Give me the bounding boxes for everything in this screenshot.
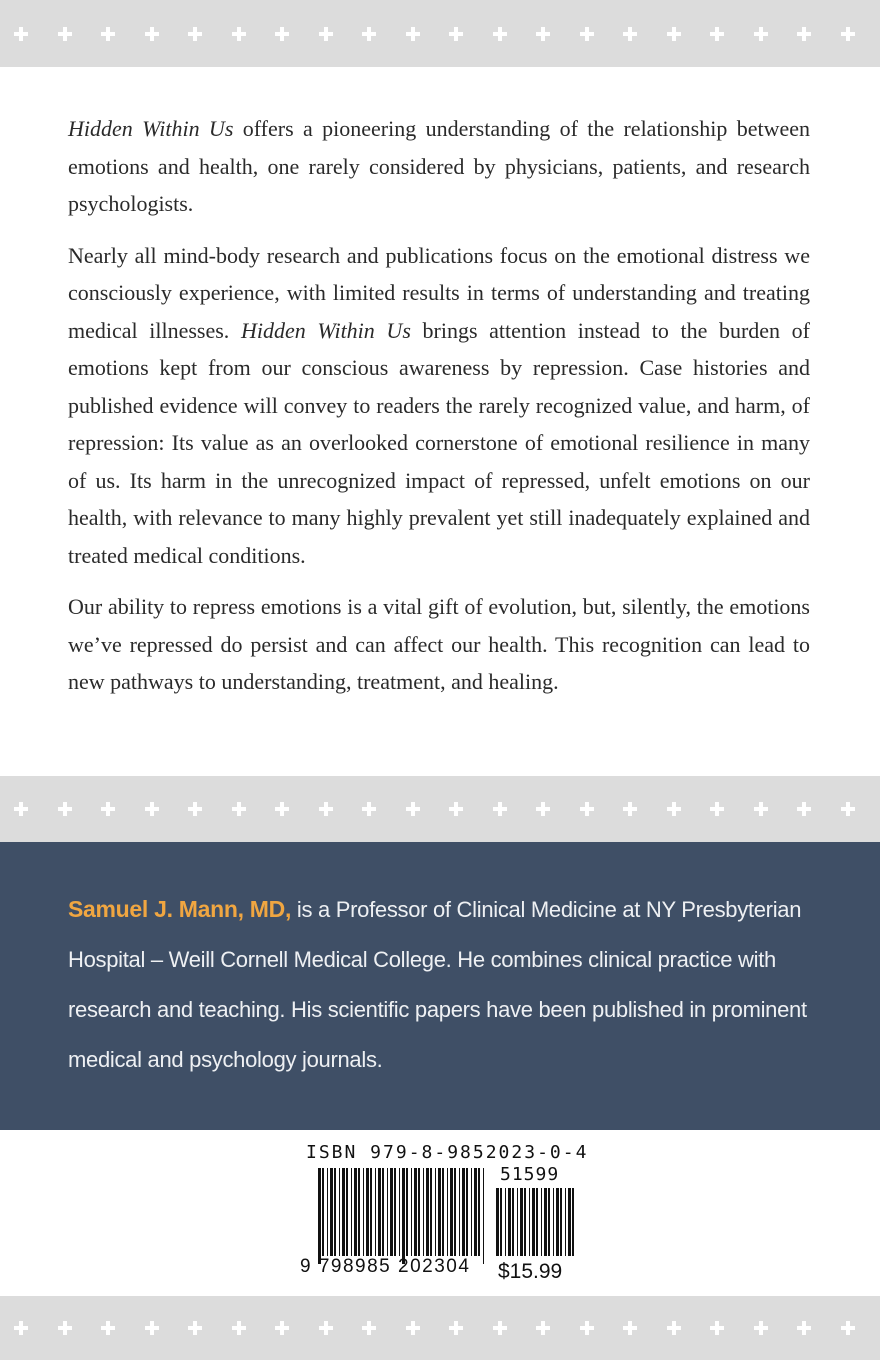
- ean-number: 9 798985 202304: [300, 1256, 471, 1277]
- barcode-bar: [442, 1168, 444, 1256]
- barcode-bar: [560, 1188, 562, 1256]
- plus-cross-icon: [319, 1321, 333, 1335]
- barcode-bar: [402, 1168, 405, 1264]
- barcode-bar: [462, 1168, 465, 1256]
- plus-cross-icon: [58, 27, 72, 41]
- plus-cross-icon: [232, 1321, 246, 1335]
- barcode-bar: [556, 1188, 559, 1256]
- bottom-cross-band: [0, 1296, 880, 1360]
- plus-cross-icon: [797, 802, 811, 816]
- back-cover-blurb: [68, 110, 810, 715]
- plus-cross-icon: [58, 1321, 72, 1335]
- barcode-bar: [478, 1168, 480, 1256]
- author-bio-text: is a Professor of Clinical Medicine at NY Presbyterian Hospital – Weill Cornell Medical College. He combines clinical practice with research and teaching. His scientific papers have been published in prominent medical and psychology journals.: [68, 897, 807, 1072]
- plus-cross-icon: [710, 802, 724, 816]
- barcode-bar: [358, 1168, 360, 1256]
- barcode-bar: [529, 1188, 530, 1256]
- book-title: Hidden Within Us: [240, 317, 411, 343]
- plus-cross-icon: [101, 1321, 115, 1335]
- plus-cross-icon: [188, 1321, 202, 1335]
- plus-cross-icon: [841, 802, 855, 816]
- plus-cross-icon: [58, 802, 72, 816]
- barcode-bar: [536, 1188, 538, 1256]
- plus-cross-icon: [232, 802, 246, 816]
- book-title: Hidden Within Us: [68, 116, 234, 141]
- blurb-text: offers a pioneering understanding of the relationship between emotions and health, one rarely considered by physicians, patients, and research psychologists.: [68, 116, 810, 216]
- barcode-bar: [572, 1188, 574, 1256]
- barcode-bar: [426, 1168, 429, 1256]
- barcode-bar: [339, 1168, 340, 1256]
- barcode-bar: [387, 1168, 388, 1256]
- barcode-bar: [483, 1168, 484, 1264]
- blurb-paragraph-1: [68, 110, 810, 223]
- price-label: $15.99: [498, 1260, 563, 1283]
- plus-cross-icon: [493, 802, 507, 816]
- barcode-bar: [354, 1168, 357, 1256]
- plus-cross-icon: [275, 802, 289, 816]
- barcode-bar: [423, 1168, 424, 1256]
- barcode-bar: [406, 1168, 408, 1256]
- barcode-bar: [342, 1168, 345, 1256]
- barcode-bar: [330, 1168, 333, 1256]
- plus-cross-icon: [145, 802, 159, 816]
- barcode-bar: [524, 1188, 526, 1256]
- top-cross-band: [0, 0, 880, 67]
- plus-cross-icon: [754, 27, 768, 41]
- plus-cross-icon: [14, 802, 28, 816]
- barcode-bar: [438, 1168, 441, 1256]
- barcode-bar: [382, 1168, 384, 1256]
- barcode-bar: [399, 1168, 400, 1256]
- plus-cross-icon: [493, 1321, 507, 1335]
- barcode-bar: [565, 1188, 566, 1256]
- blurb-paragraph-3: Our ability to repress emotions is a vital gift of evolution, but, silently, the emotions we’ve repressed do persist and can affect our health. This recognition can lead to new pathways to understanding, treatment, and healing.: [68, 594, 810, 694]
- barcode-bar: [334, 1168, 336, 1256]
- plus-cross-icon: [580, 802, 594, 816]
- plus-cross-icon: [449, 27, 463, 41]
- plus-cross-icon: [14, 27, 28, 41]
- barcode-bar: [447, 1168, 448, 1256]
- plus-cross-icon: [536, 802, 550, 816]
- plus-cross-icon: [623, 27, 637, 41]
- barcode-bar: [568, 1188, 571, 1256]
- plus-cross-icon: [101, 27, 115, 41]
- barcode-bar: [474, 1168, 477, 1256]
- plus-cross-icon: [841, 1321, 855, 1335]
- plus-cross-icon: [14, 1321, 28, 1335]
- plus-cross-icon: [667, 27, 681, 41]
- barcode-bar: [351, 1168, 352, 1256]
- author-bio: [68, 884, 810, 1085]
- plus-cross-icon: [406, 27, 420, 41]
- plus-cross-icon: [275, 1321, 289, 1335]
- plus-cross-icon: [841, 27, 855, 41]
- barcode-bar: [512, 1188, 514, 1256]
- barcode-bar: [520, 1188, 523, 1256]
- barcode-bar: [517, 1188, 518, 1256]
- plus-cross-icon: [667, 802, 681, 816]
- barcode-bar: [544, 1188, 547, 1256]
- author-name: Samuel J. Mann, MD,: [68, 896, 292, 922]
- plus-cross-icon: [406, 1321, 420, 1335]
- barcode-bar: [346, 1168, 348, 1256]
- barcode-bar: [327, 1168, 328, 1256]
- plus-cross-icon: [449, 802, 463, 816]
- barcode-bar: [370, 1168, 372, 1256]
- plus-cross-icon: [667, 1321, 681, 1335]
- plus-cross-icon: [101, 802, 115, 816]
- plus-cross-icon: [319, 27, 333, 41]
- barcode-bar: [414, 1168, 417, 1256]
- plus-cross-icon: [145, 27, 159, 41]
- ean-barcode: [318, 1168, 486, 1264]
- barcode-bar: [430, 1168, 432, 1256]
- plus-cross-icon: [797, 27, 811, 41]
- barcode-bar: [532, 1188, 535, 1256]
- plus-cross-icon: [362, 1321, 376, 1335]
- barcode-bar: [505, 1188, 506, 1256]
- barcode-block: [300, 1142, 590, 1288]
- barcode-bar: [375, 1168, 376, 1256]
- plus-cross-icon: [232, 27, 246, 41]
- isbn-label: ISBN 979-8-9852023-0-4: [306, 1142, 589, 1163]
- plus-cross-icon: [580, 1321, 594, 1335]
- plus-cross-icon: [319, 802, 333, 816]
- barcode-bar: [454, 1168, 456, 1256]
- plus-cross-icon: [754, 1321, 768, 1335]
- author-bio-panel: [0, 842, 880, 1130]
- plus-cross-icon: [623, 1321, 637, 1335]
- price-addon-number: 51599: [500, 1164, 560, 1185]
- plus-cross-icon: [580, 27, 594, 41]
- barcode-bar: [318, 1168, 321, 1264]
- barcode-bar: [508, 1188, 511, 1256]
- plus-cross-icon: [623, 802, 637, 816]
- blurb-text: Nearly all mind-body research and publications focus on the emotional distress we consciously experience, with limited results in terms of understanding and treating medical illnesses.: [68, 242, 810, 343]
- plus-cross-icon: [406, 802, 420, 816]
- blurb-text: brings attention instead to the burden of emotions kept from our conscious awareness by repression. Case histories and published evidence will convey to readers the rarely recognized value, and harm, of repression: Its value as an overlooked cornerstone of emotional resilience in many of us. Its harm in the unrecognized impact of repressed, unfelt emotions on our health, with relevance to many highly prevalent yet still inadequately explained and treated medical conditions.: [68, 317, 811, 568]
- plus-cross-icon: [536, 1321, 550, 1335]
- plus-cross-icon: [188, 27, 202, 41]
- plus-cross-icon: [362, 27, 376, 41]
- plus-cross-icon: [275, 27, 289, 41]
- plus-cross-icon: [145, 1321, 159, 1335]
- plus-cross-icon: [362, 802, 376, 816]
- plus-cross-icon: [710, 27, 724, 41]
- barcode-bar: [548, 1188, 550, 1256]
- barcode-bar: [459, 1168, 460, 1256]
- barcode-bar: [363, 1168, 364, 1256]
- barcode-bar: [471, 1168, 472, 1256]
- plus-cross-icon: [536, 27, 550, 41]
- barcode-bar: [394, 1168, 396, 1256]
- barcode-bar: [322, 1168, 324, 1256]
- addon-barcode: [496, 1188, 576, 1264]
- barcode-bar: [466, 1168, 468, 1256]
- plus-cross-icon: [493, 27, 507, 41]
- barcode-bar: [435, 1168, 436, 1256]
- barcode-bar: [366, 1168, 369, 1256]
- blurb-paragraph-2: [68, 237, 810, 575]
- barcode-bar: [411, 1168, 412, 1256]
- plus-cross-icon: [754, 802, 768, 816]
- barcode-bar: [553, 1188, 554, 1256]
- plus-cross-icon: [188, 802, 202, 816]
- middle-cross-band: [0, 776, 880, 842]
- barcode-bar: [450, 1168, 453, 1256]
- barcode-bar: [496, 1188, 499, 1256]
- barcode-bar: [378, 1168, 381, 1256]
- barcode-bar: [500, 1188, 502, 1256]
- plus-cross-icon: [797, 1321, 811, 1335]
- barcode-bar: [390, 1168, 393, 1256]
- plus-cross-icon: [710, 1321, 724, 1335]
- plus-cross-icon: [449, 1321, 463, 1335]
- barcode-bar: [541, 1188, 542, 1256]
- barcode-bar: [418, 1168, 420, 1256]
